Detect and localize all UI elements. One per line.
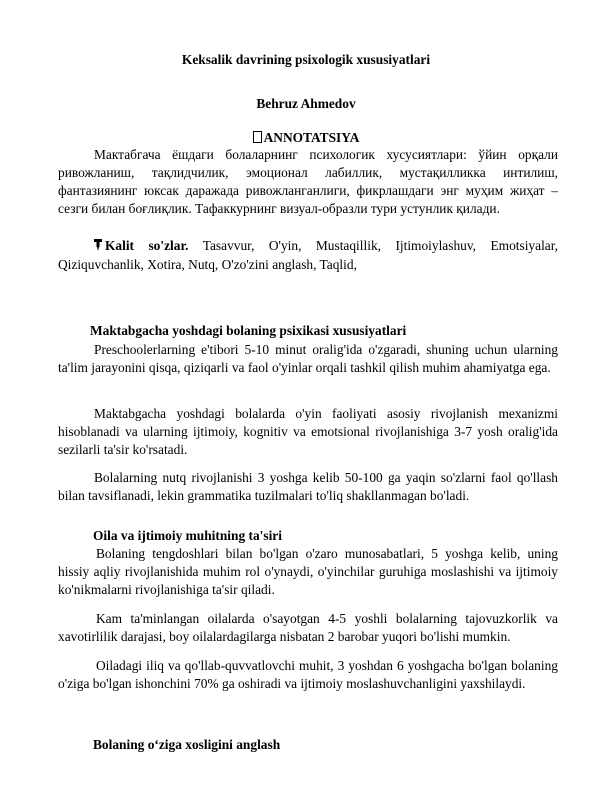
keywords-list: Tasavvur, O'yin, Mustaqillik, Ijtimoiylashuv, Emotsiyalar, Qiziquvchanlik, Xotira, Nutq, O'zo'zini anglash, Taqlid,: [58, 238, 558, 272]
keywords-label: Kalit so'zlar.: [105, 238, 189, 253]
section-heading: Bolaning o‘ziga xosligini anglash: [93, 737, 281, 752]
section-heading: Maktabgacha yoshdagi bolaning psixikasi xususiyatlari: [90, 323, 407, 338]
author-name: Behruz Ahmedov: [256, 96, 356, 111]
keywords-paragraph: [58, 236, 558, 274]
section-heading: Oila va ijtimoiy muhitning ta'siri: [93, 528, 282, 543]
paragraph: Preschoolerlarning e'tibori 5-10 minut oralig'ida o'zgaradi, shuning uchun ularning ta'lim jarayonini qisqa, qiziqarli va faol o'yinlar orqali tashkil qilish muhim ahamiyatga ega.: [58, 342, 558, 375]
paragraph: Kam ta'minlangan oilalarda o'sayotgan 4-5 yoshli bolalarning tajovuzkorlik va xavotirlilik darajasi, boy oilalardagilarga nisbatan 2 barobar yuqori bo'lishi mumkin.: [58, 611, 558, 644]
paragraph: Bolalarning nutq rivojlanishi 3 yoshga kelib 50-100 ga yaqin so'zlarni faol qo'llash bilan tavsiflanadi, lekin grammatika tuzilmalari to'liq shakllanmagan bo'ladi.: [58, 470, 558, 503]
paragraph: Maktabgacha yoshdagi bolalarda o'yin faoliyati asosiy rivojlanish mexanizmi hisoblanadi va ularning ijtimoiy, kognitiv va emotsional rivojlanishiga 3-7 yosh oralig'ida sezilarli ta'sir ko'rsatadi.: [58, 406, 558, 457]
pin-icon: [94, 239, 102, 251]
paragraph: Oiladagi iliq va qo'llab-quvvatlovchi muhit, 3 yoshdan 6 yoshgacha bo'lgan bolaning o'ziga bo'lgan ishonchini 70% ga oshiradi va ijtimoiy moslashuvchanligini yaxshilaydi.: [58, 658, 558, 691]
paragraph: Bolaning tengdoshlari bilan bo'lgan o'zaro munosabatlari, 5 yoshga kelib, uning hissiy aqliy rivojlanishida muhim rol o'ynaydi, o'yinchilar guruhiga moslashishi va ijtimoiy ko'nikmalarni rivojlanishiga ta'sir qiladi.: [58, 546, 558, 597]
annotation-heading: ANNOTATSIYA: [0, 129, 612, 147]
missing-glyph-icon: [253, 131, 262, 143]
annotation-text: Мактабгача ёшдаги болаларнинг психологик хусусиятлари: ўйин орқали ривожланиш, тақлидчилик, эмоционал лабиллик, мустақилликка интилиш, фантазиянинг юксак даражада ривожланганлиги, фикрлашдаги энг муҳим жиҳат – сезги билан боғлиқлик. Тафаккурнинг визуал-образли тури устунлик қилади.: [58, 147, 558, 216]
document-title: Keksalik davrining psixologik xususiyatlari: [181, 52, 431, 67]
